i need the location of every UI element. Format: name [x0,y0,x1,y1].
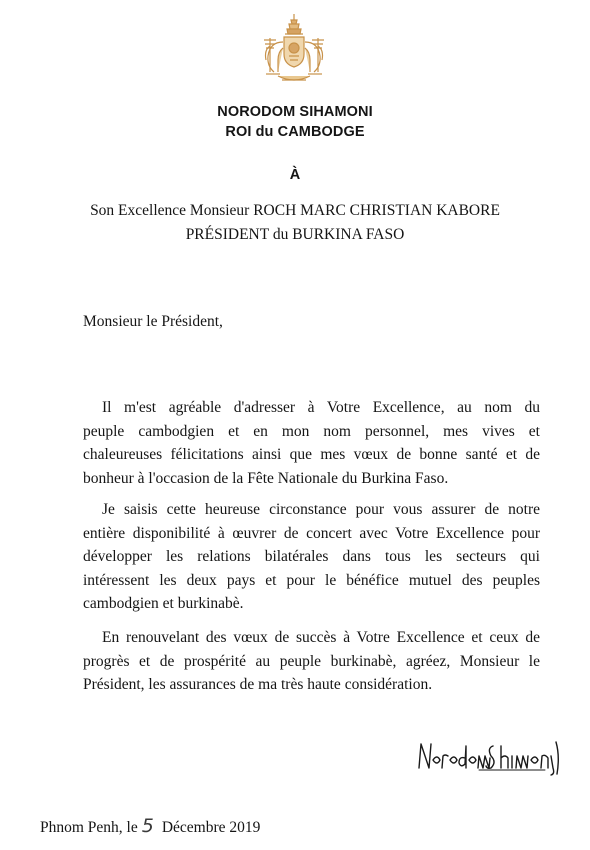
paragraph-cooperation [83,498,540,616]
salutation: Monsieur le Président, [83,313,223,330]
paragraph-line: Il m'est agréable d'adresser à Votre Excellence, au nom du [102,399,540,416]
recipient-title: PRÉSIDENT du BURKINA FASO [185,226,405,243]
place-label: Phnom Penh, le [40,819,138,836]
paragraph-closing [83,626,540,697]
sender-title: ROI du CAMBODGE [225,124,365,140]
paragraph-line: entière disponibilité à œuvrer de concert avec Votre Excellence pour [83,524,540,542]
recipient-name: Son Excellence Monsieur ROCH MARC CHRISTIAN KABORE [90,202,500,219]
sender-name: NORODOM SIHAMONI [217,104,373,120]
paragraph-congratulations [83,396,540,490]
paragraph-line: progrès et de prospérité au peuple burkinabè, agréez, Monsieur le [83,652,540,670]
paragraph-line: chaleureuses félicitations ainsi que mes vœux de bonne santé et de [83,446,540,463]
date-month-year: Décembre 2019 [161,819,261,836]
addressee-marker: À [289,167,301,183]
paragraph-line: développer les relations bilatérales dans tous les secteurs qui [83,548,540,565]
place-and-date [40,815,260,837]
paragraph-line: Je saisis cette heureuse circonstance pour vous assurer de notre [102,501,540,518]
signature-icon [417,738,569,776]
royal-crest-icon [256,12,332,86]
paragraph-line: Président, les assurances de ma très haute considération. [83,676,433,693]
paragraph-line: En renouvelant des vœux de succès à Votre Excellence et ceux de [102,629,540,646]
paragraph-line: bonheur à l'occasion de la Fête Nationale du Burkina Faso. [83,469,449,487]
date-day: 5 [141,815,154,837]
paragraph-line: cambodgien et burkinabè. [83,595,244,612]
paragraph-line: intéressent les deux pays et pour le bénéfice mutuel des peuples [83,571,540,589]
paragraph-line: peuple cambodgien et en mon nom personnel, mes vives et [83,422,540,440]
